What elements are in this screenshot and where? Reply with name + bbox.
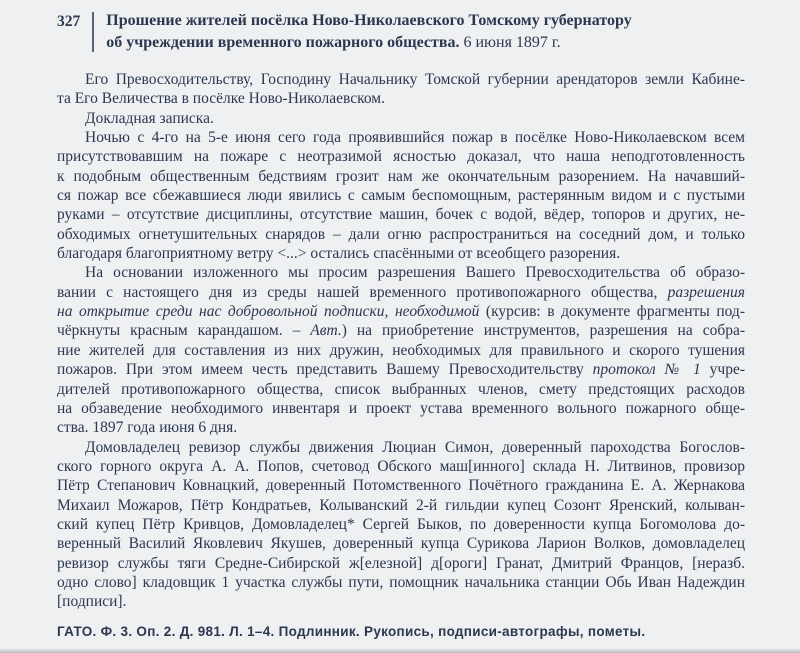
title-line	[106, 10, 631, 32]
text-segment: руками – отсутствие дисциплины, отсутствие машин, бочек с водой, вёдер, топоров и других, не-	[57, 206, 745, 224]
text-segment: Пётр Степанович Ковнацкий, доверенный Потомственного Почётного гражданина Е. А. Жернакова	[57, 477, 745, 495]
text-segment: Михаил Можаров, Пётр Кондратьев, Колыванский 2-й гильдии купец Созонт Яренский, колыван-	[57, 496, 745, 514]
text-segment: та Его Величества в посёлке Ново-Николаевском.	[57, 90, 385, 108]
text-line	[57, 147, 745, 166]
text-segment: (курсив: в документе фрагменты под-	[479, 303, 745, 321]
text-segment: пожаров. При этом имеем честь представить Вашему Превосходительству	[57, 361, 593, 379]
paragraph	[57, 128, 745, 263]
text-line	[57, 244, 745, 263]
document-header	[57, 10, 632, 53]
text-segment: протокол № 1	[592, 361, 701, 379]
text-line	[57, 167, 745, 186]
text-segment: учре-	[700, 361, 745, 379]
text-line	[57, 70, 745, 89]
text-line	[57, 438, 745, 457]
text-segment: Его Превосходительству, Господину Начальнику Томской губернии арендаторов земли Кабине-	[85, 71, 745, 88]
text-line	[57, 515, 745, 534]
text-segment: ние жителей для составления из них дружин, необходимых для правильного и скорого тушения	[57, 341, 745, 359]
text-segment: ства. 1897 года июня 6 дня.	[57, 419, 238, 437]
text-line	[57, 128, 745, 147]
text-segment: Докладная записка.	[85, 109, 214, 127]
text-segment: ский купец Пётр Кривцов, Домовладелец* Сергей Быков, по доверенности купца Богомолова до-	[57, 515, 745, 533]
text-segment: На основании изложенного мы просим разрешения Вашего Превосходительства об образо-	[85, 264, 745, 282]
text-segment: Домовладелец ревизор службы движения Люциан Симон, доверенный пароходства Богослов-	[85, 438, 745, 456]
text-segment: присутствовавшим на пожаре с неотразимой ясностью доказал, что наша неподготовленность	[57, 148, 745, 166]
text-segment: благодаря благоприятному ветру <...> остались спасёнными от всеобщего разорения.	[57, 245, 621, 263]
text-line	[57, 457, 745, 476]
paragraph	[57, 263, 745, 437]
text-segment: [подписи].	[57, 593, 127, 611]
text-segment: ревизор службы тяги Средне-Сибирской ж[елезной] д[ороги] Гранат, Дмитрий Францов, [неразб.	[57, 554, 745, 572]
text-line	[57, 380, 745, 399]
text-line	[57, 89, 745, 108]
text-line	[57, 496, 745, 515]
text-segment: к подобным общественным бедствиям грозит нам же окончательным разорением. На начавший-	[57, 167, 745, 185]
text-segment: разрешения	[667, 283, 745, 301]
text-segment: ) на приобретение инструментов, разрешения на собра-	[341, 322, 745, 340]
text-segment: обходимых огнетушительных снарядов – дали огню распространиться на соседний дом, и только	[57, 225, 745, 243]
text-line	[57, 554, 745, 573]
document-title	[106, 10, 631, 53]
text-line	[57, 321, 745, 340]
text-segment: вании с настоящего дня из среды нашей временного противопожарного общества,	[57, 283, 668, 301]
text-line	[57, 573, 745, 592]
text-line	[57, 418, 745, 437]
text-segment: чёркнуты красным карандашом. –	[57, 322, 311, 340]
text-line	[57, 225, 745, 244]
text-line	[57, 302, 745, 321]
paragraph	[57, 438, 745, 612]
text-segment: дителей противопожарного общества, список выбранных членов, смету предстоящих расходов	[57, 380, 745, 398]
text-segment: 6 июня 1897 г.	[459, 33, 561, 51]
text-line	[57, 360, 745, 379]
document-body	[57, 70, 745, 612]
document-number: 327	[57, 13, 81, 30]
text-segment: ся пожар все сбежавшиеся люди явились с самым беспомощным, растерянным видом и с пустыми	[57, 187, 745, 205]
text-line	[57, 341, 745, 360]
text-line	[57, 399, 745, 418]
text-segment: об учреждении временного пожарного общества.	[106, 33, 460, 51]
paragraph	[57, 109, 745, 128]
text-segment: на обзаведение необходимого инвентаря и проект устава временного вольного пожарного обще-	[57, 399, 745, 417]
text-line	[57, 109, 745, 128]
text-segment: ского горного округа А. А. Попов, счетовод Обского маш[инного] склада Н. Литвинов, провизор	[57, 457, 745, 475]
paragraph	[57, 70, 745, 109]
text-line	[57, 263, 745, 282]
archive-citation: ГАТО. Ф. 3. Оп. 2. Д. 981. Л. 1–4. Подлинник. Рукопись, подписи-автографы, пометы.	[57, 624, 646, 639]
title-line	[106, 32, 631, 54]
text-line	[57, 205, 745, 224]
text-line	[57, 534, 745, 553]
text-line	[57, 592, 745, 611]
text-segment: Ночью с 4-го на 5-е июня сего года проявившийся пожар в посёлке Ново-Николаевском всем	[85, 129, 745, 147]
text-segment: на открытие среди нас добровольной подписки, необходимой	[57, 303, 480, 321]
text-line	[57, 476, 745, 495]
text-segment: веренный Василий Яковлевич Якушев, доверенный купца Сурикова Ларион Волков, домовладелец	[57, 535, 745, 553]
text-segment: Авт.	[310, 322, 342, 340]
text-segment: Прошение жителей посёлка Ново-Николаевского Томскому губернатору	[106, 12, 632, 29]
text-line	[57, 283, 745, 302]
text-line	[57, 186, 745, 205]
title-divider	[92, 12, 94, 52]
text-segment: одно слово] кладовщик 1 участка службы пути, помощник начальника станции Обь Иван Надеждин	[57, 573, 745, 591]
